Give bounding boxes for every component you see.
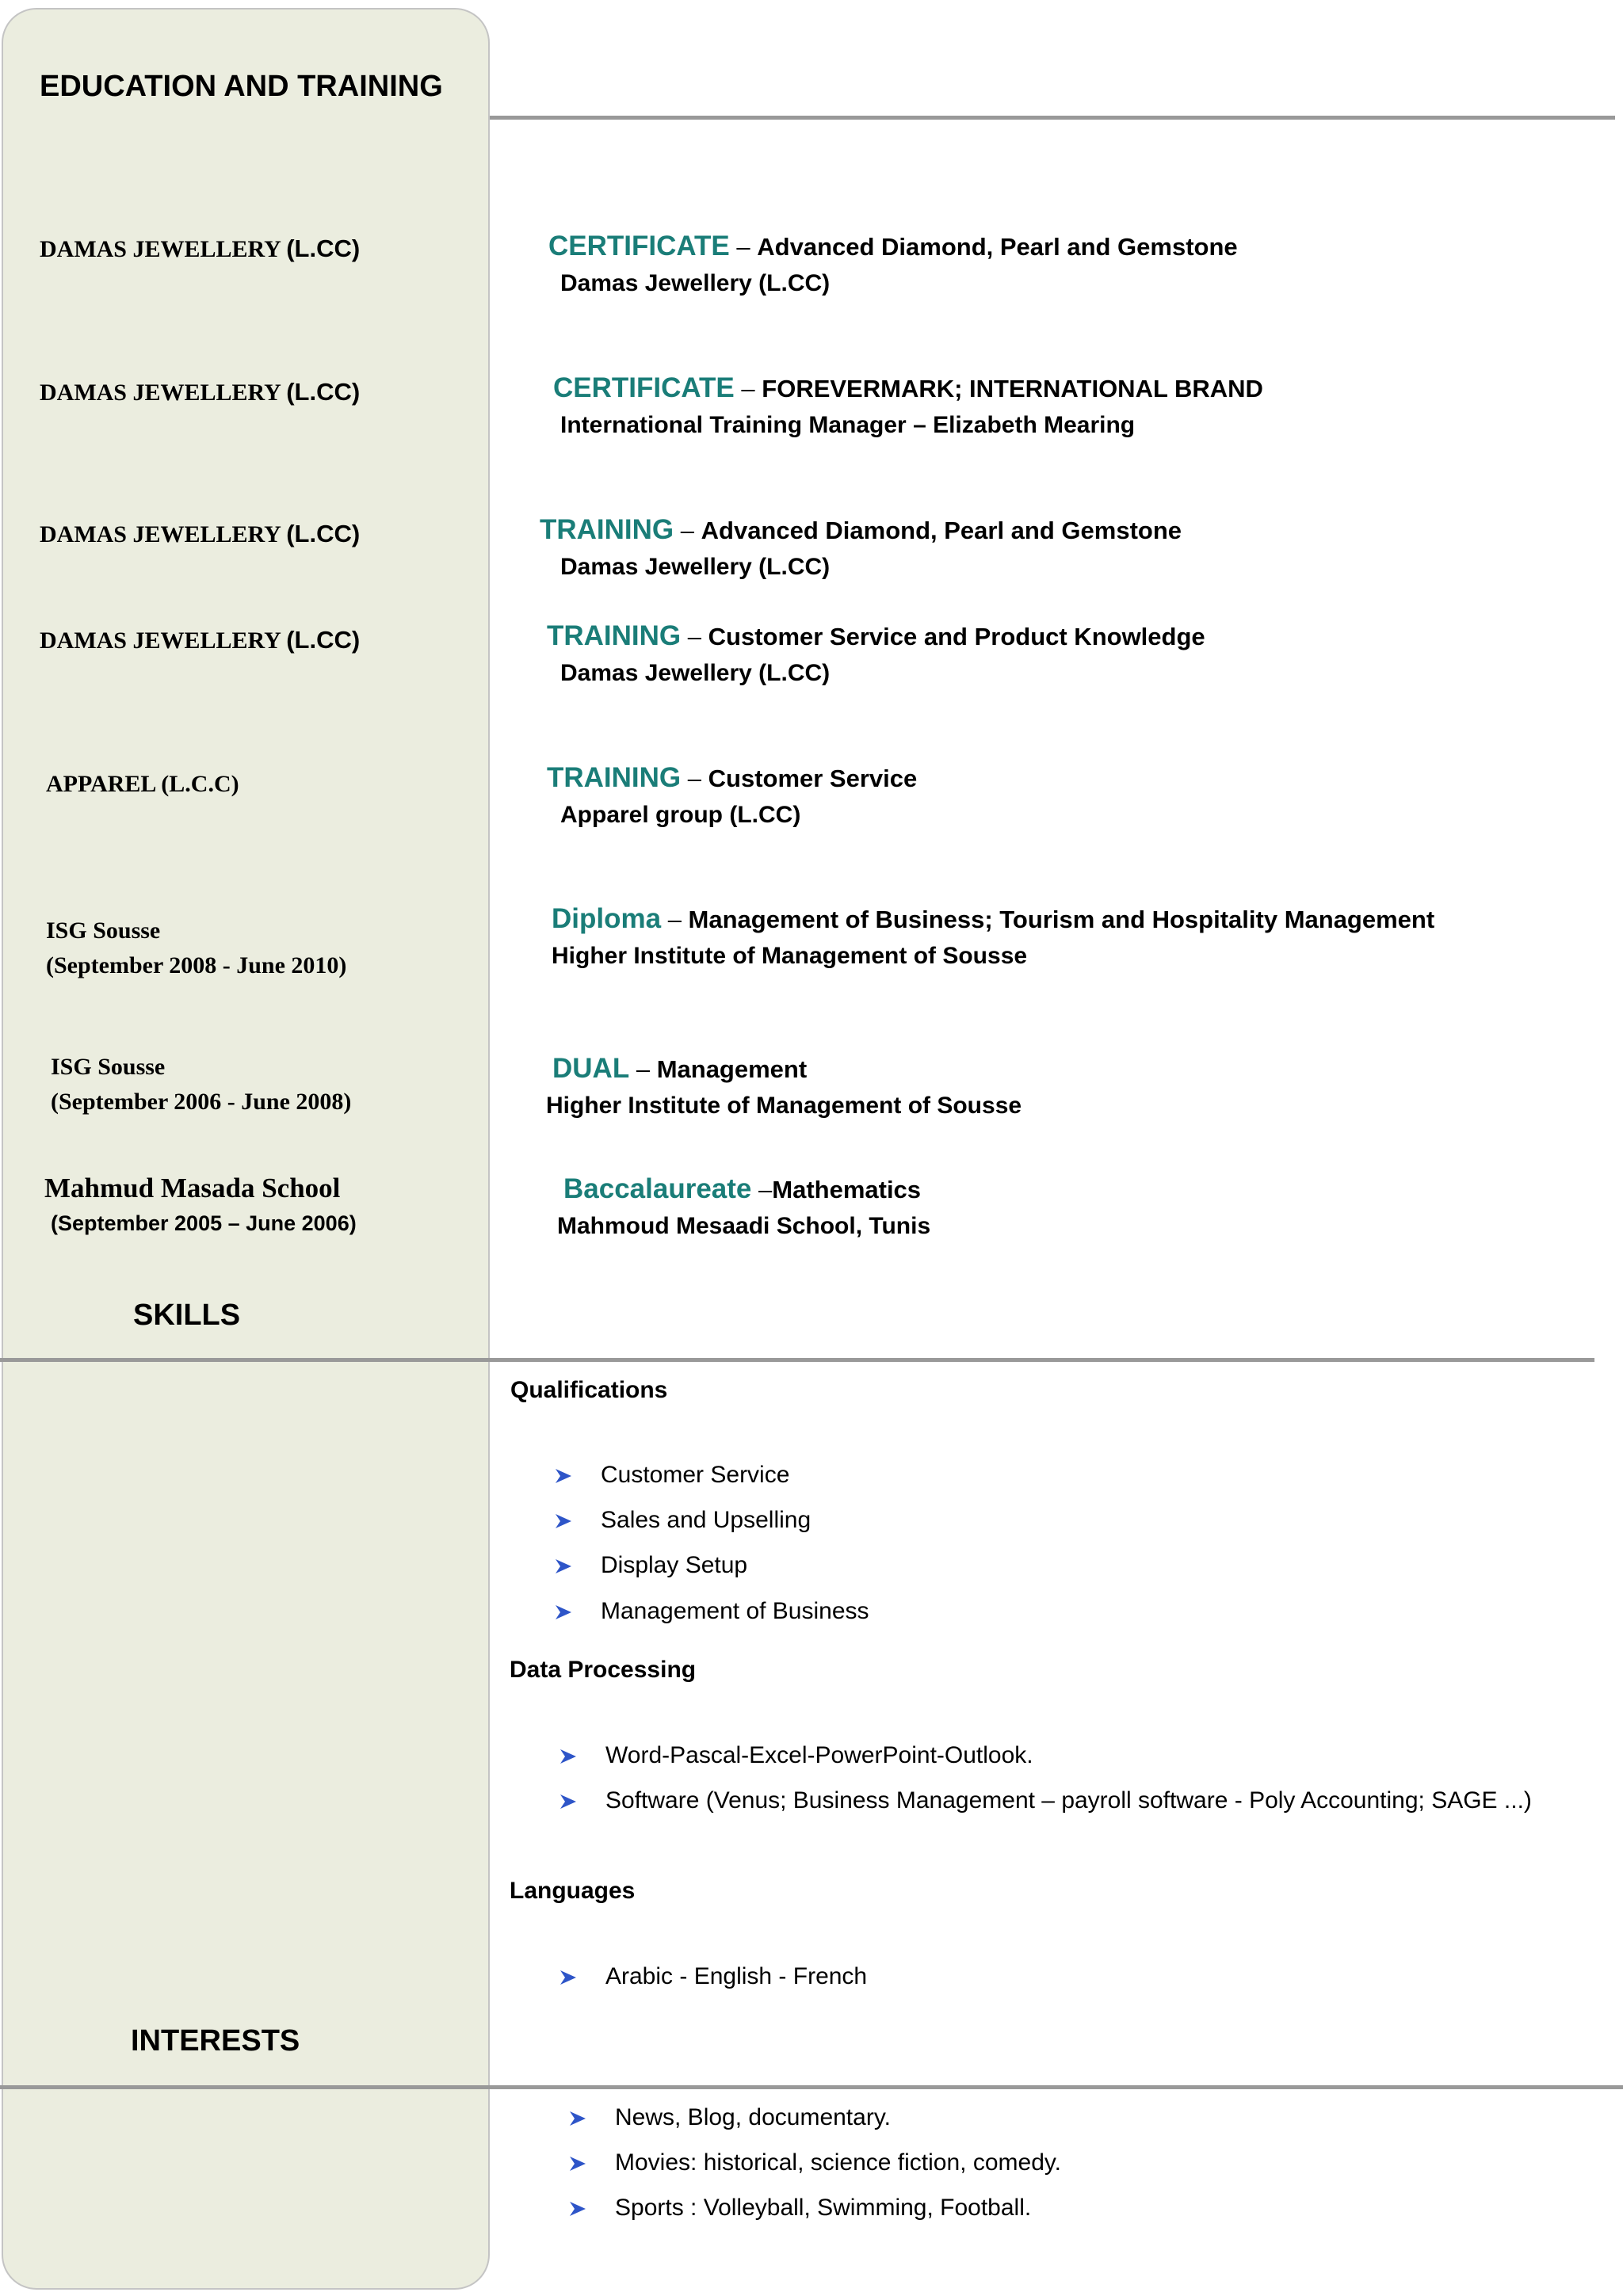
arrow-bullet-icon: [569, 2201, 586, 2217]
edu-org-2: DAMAS JEWELLERY (L.CC): [40, 378, 361, 406]
edu-entry-4: TRAINING – Customer Service and Product Knowledge: [547, 620, 1205, 651]
skills-heading: SKILLS: [133, 1299, 241, 1332]
edu-org-8: Mahmud Masada School: [44, 1173, 341, 1203]
edu-sub-1: Damas Jewellery (L.CC): [560, 270, 831, 296]
edu-sub-5: Apparel group (L.CC): [560, 802, 801, 828]
skills-divider: [0, 1358, 1594, 1362]
qualifications-heading: Qualifications: [510, 1377, 668, 1403]
arrow-bullet-icon: [555, 1468, 572, 1484]
arrow-bullet-icon: [569, 2156, 586, 2172]
edu-org-7: ISG Sousse: [51, 1054, 166, 1080]
arrow-bullet-icon: [555, 1513, 572, 1529]
edu-entry-3: TRAINING – Advanced Diamond, Pearl and Gemstone: [540, 514, 1182, 545]
languages-heading: Languages: [510, 1878, 636, 1904]
edu-org-4: DAMAS JEWELLERY (L.CC): [40, 626, 361, 654]
edu-dates-8: (September 2005 – June 2006): [51, 1211, 357, 1235]
edu-sub-4: Damas Jewellery (L.CC): [560, 660, 831, 686]
interests-divider: [0, 2085, 1623, 2089]
arrow-bullet-icon: [559, 1794, 577, 1810]
arrow-bullet-icon: [555, 1604, 572, 1620]
edu-org-3: DAMAS JEWELLERY (L.CC): [40, 520, 361, 547]
education-heading: EDUCATION AND TRAINING: [40, 70, 443, 103]
edu-org-1: DAMAS JEWELLERY (L.CC): [40, 235, 361, 262]
edu-org-6: ISG Sousse: [46, 917, 161, 944]
edu-entry-5: TRAINING – Customer Service: [547, 762, 918, 793]
arrow-bullet-icon: [559, 1970, 577, 1985]
edu-sub-7: Higher Institute of Management of Sousse: [546, 1093, 1022, 1119]
interests-heading: INTERESTS: [131, 2024, 300, 2058]
data-processing-heading: Data Processing: [510, 1657, 697, 1683]
education-divider: [490, 116, 1615, 120]
edu-entry-7: DUAL – Management: [552, 1053, 808, 1084]
edu-sub-6: Higher Institute of Management of Sousse: [552, 943, 1028, 969]
edu-entry-2: CERTIFICATE – FOREVERMARK; INTERNATIONAL BRAND: [553, 372, 1263, 403]
edu-org-5: APPAREL (L.C.C): [46, 771, 239, 797]
edu-sub-3: Damas Jewellery (L.CC): [560, 554, 831, 580]
edu-entry-6: Diploma – Management of Business; Tourism and Hospitality Management: [552, 903, 1435, 934]
edu-dates-7: (September 2006 - June 2008): [51, 1089, 352, 1115]
edu-sub-2: International Training Manager – Elizabeth Mearing: [560, 412, 1136, 438]
edu-entry-1: CERTIFICATE – Advanced Diamond, Pearl and Gemstone: [548, 231, 1238, 261]
edu-entry-8: Baccalaureate –Mathematics: [563, 1173, 922, 1204]
arrow-bullet-icon: [555, 1558, 572, 1574]
sidebar-panel: [2, 8, 490, 2290]
edu-dates-6: (September 2008 - June 2010): [46, 952, 347, 978]
edu-sub-8: Mahmoud Mesaadi School, Tunis: [557, 1213, 931, 1239]
arrow-bullet-icon: [569, 2111, 586, 2126]
arrow-bullet-icon: [559, 1749, 577, 1764]
